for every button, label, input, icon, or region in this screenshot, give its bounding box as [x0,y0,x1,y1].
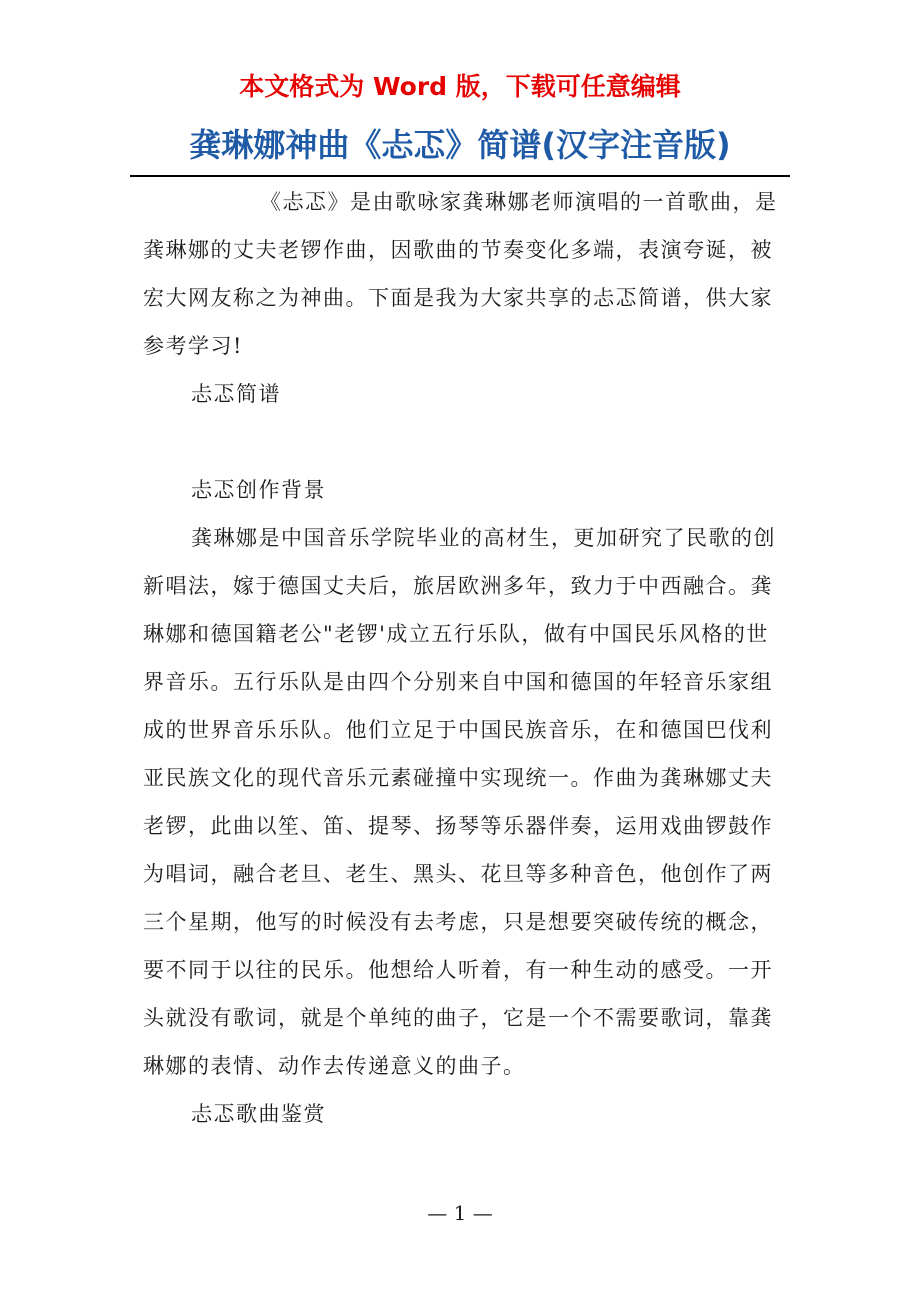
background-paragraph: 龚琳娜是中国音乐学院毕业的高材生，更加研究了民歌的创新唱法，嫁于德国丈夫后，旅居欧洲多年，致力于中西融合。龚琳娜和德国籍老公"老锣'成立五行乐队，做有中国民乐风格的世界音乐。五行乐队是由四个分别来自中国和德国的年轻音乐家组成的世界音乐乐队。他们立足于中国民族音乐，在和德国巴伐利亚民族文化的现代音乐元素碰撞中实现统一。作曲为龚琳娜丈夫老锣，此曲以笙、笛、提琴、扬琴等乐器伴奏，运用戏曲锣鼓作为唱词，融合老旦、老生、黑头、花旦等多种音色，他创作了两三个星期，他写的时候没有去考虑，只是想要突破传统的概念，要不同于以往的民乐。他想给人听着，有一种生动的感受。一开头就没有歌词，就是个单纯的曲子，它是一个不需要歌词，靠龚琳娜的表情、动作去传递意义的曲子。 [143,526,776,1078]
page-number: — 1 — [427,1201,493,1225]
format-notice: 本文格式为 Word 版，下载可任意编辑 [239,72,681,101]
title-divider [130,175,790,177]
document-body [143,178,783,1138]
document-title: 龚琳娜神曲《忐忑》简谱(汉字注音版) [189,126,731,164]
section-heading-background: 忐忑创作背景 [191,478,326,502]
section-heading-score: 忐忑简谱 [191,382,281,406]
section-heading-appreciation: 忐忑歌曲鉴赏 [191,1102,326,1126]
score-image-placeholder [143,418,783,466]
intro-paragraph: 《忐忑》是由歌咏家龚琳娜老师演唱的一首歌曲，是龚琳娜的丈夫老锣作曲，因歌曲的节奏变化多端，表演夸诞，被宏大网友称之为神曲。下面是我为大家共享的忐忑简谱，供大家参考学习! [143,190,778,358]
